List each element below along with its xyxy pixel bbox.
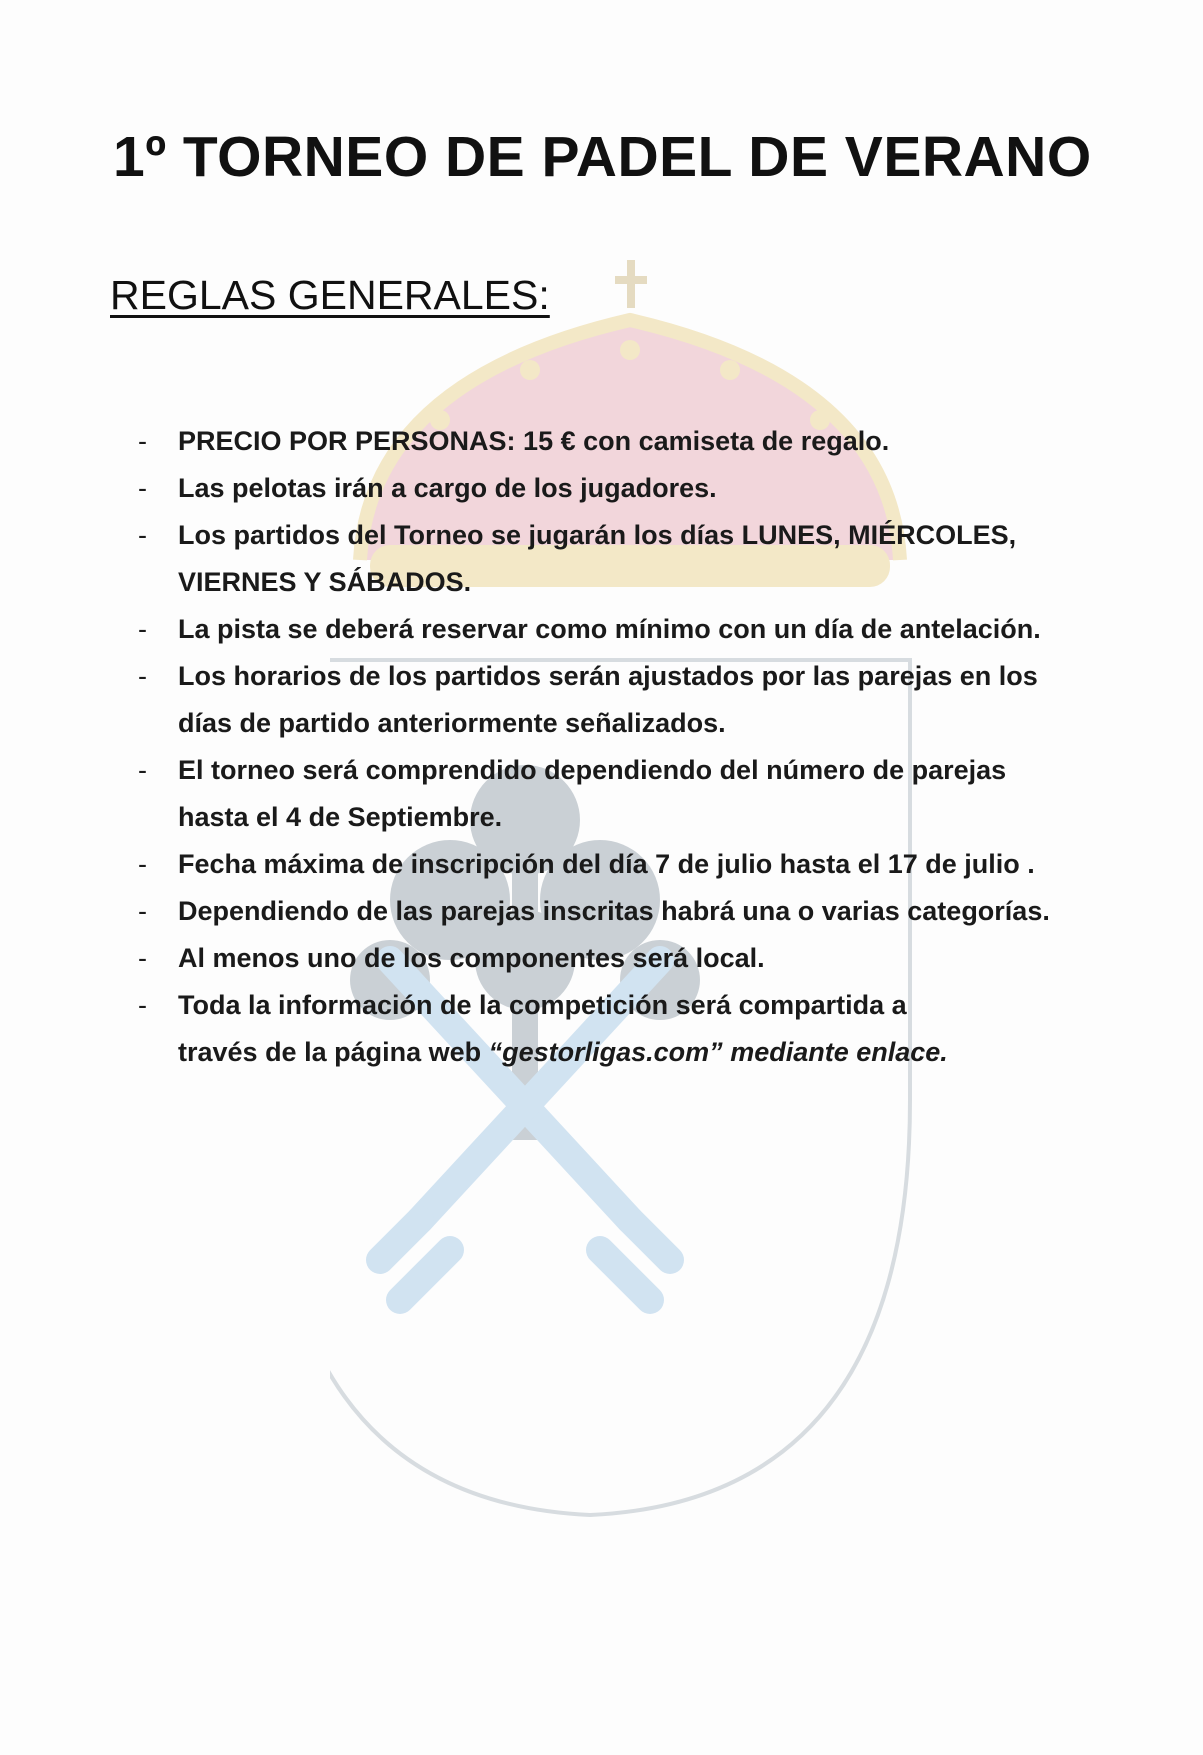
rule-text: Fecha máxima de inscripción del día 7 de julio hasta el 17 de julio .	[178, 849, 1035, 879]
rule-text: Los horarios de los partidos serán ajustados por las parejas en los días de partido anteriormente señalizados.	[178, 661, 1038, 738]
list-item	[130, 418, 1060, 465]
list-item	[130, 465, 1060, 512]
rule-text: Los partidos del Torneo se jugarán los días LUNES, MIÉRCOLES, VIERNES Y SÁBADOS.	[178, 520, 1017, 597]
rule-text: Las pelotas irán a cargo de los jugadores.	[178, 473, 717, 503]
list-item	[130, 606, 1060, 653]
rule-text: La pista se deberá reservar como mínimo con un día de antelación.	[178, 614, 1041, 644]
list-item	[130, 888, 1060, 935]
list-item	[130, 841, 1060, 888]
section-heading: REGLAS GENERALES:	[110, 272, 550, 318]
list-item	[130, 653, 1060, 747]
page-title: 1º TORNEO DE PADEL DE VERANO	[113, 125, 1092, 189]
bullet-dash: -	[138, 614, 147, 644]
list-item	[130, 512, 1060, 606]
list-item	[130, 747, 1060, 841]
list-item	[130, 982, 1060, 1076]
bullet-dash: -	[138, 426, 147, 456]
rule-text: Dependiendo de las parejas inscritas habrá una o varias categorías.	[178, 896, 1050, 926]
list-item	[130, 935, 1060, 982]
bullet-dash: -	[138, 755, 147, 785]
bullet-dash: -	[138, 990, 147, 1020]
bullet-dash: -	[138, 661, 147, 691]
bullet-dash: -	[138, 520, 147, 550]
rule-text: Al menos uno de los componentes será local.	[178, 943, 765, 973]
rules-list	[130, 418, 1060, 1076]
website-reference: “gestorligas.com” mediante enlace.	[488, 1037, 948, 1067]
rule-text: Toda la información de la competición será compartida a	[178, 990, 907, 1020]
bullet-dash: -	[138, 473, 147, 503]
rule-text: El torneo será comprendido dependiendo del número de parejas hasta el 4 de Septiembre.	[178, 755, 1007, 832]
bullet-dash: -	[138, 896, 147, 926]
bullet-dash: -	[138, 943, 147, 973]
rule-text: PRECIO POR PERSONAS: 15 € con camiseta de regalo.	[178, 426, 890, 456]
rule-text-continued: través de la página web	[178, 1037, 489, 1067]
bullet-dash: -	[138, 849, 147, 879]
